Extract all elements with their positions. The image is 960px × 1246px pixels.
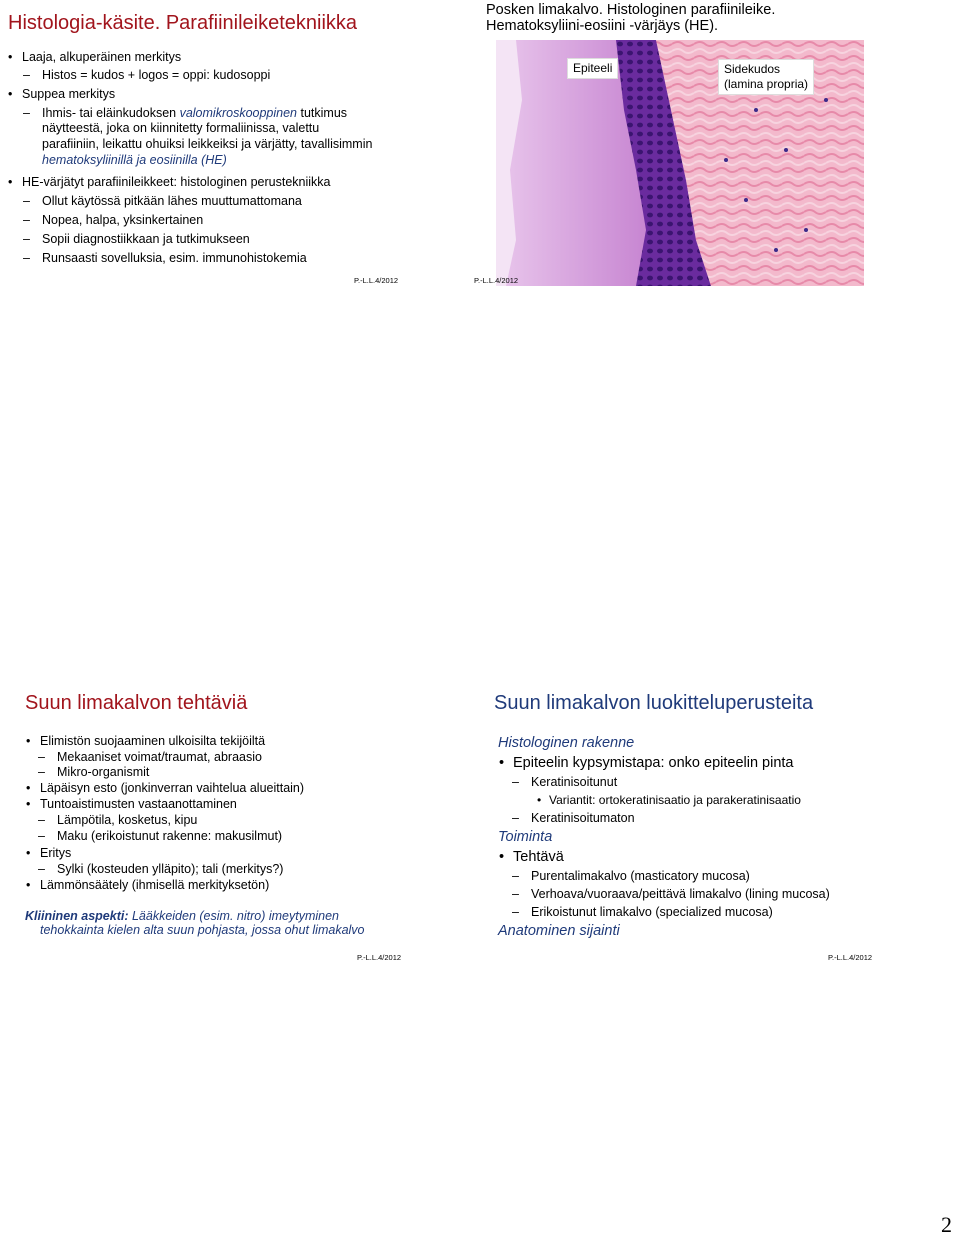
clinical-aspect: Kliininen aspekti: Lääkkeiden (esim. nitro) imeytyminen	[25, 909, 339, 923]
bullet: • Epiteelin kypsymistapa: onko epiteelin pinta	[499, 755, 794, 771]
slide4-footer: P.-L.L.4/2012	[828, 953, 873, 962]
heading-histological: Histologinen rakenne	[498, 735, 635, 751]
slide1-title: Histologia-käsite. Parafiinileiketekniikka	[8, 12, 358, 34]
heading-anatomical: Anatominen sijainti	[498, 923, 620, 939]
bullet: • HE-värjätyt parafiinileikkeet: histologinen perustekniikka	[8, 175, 331, 189]
bullet: • Eritys	[26, 846, 72, 860]
label-epithelium: Epiteeli	[567, 58, 618, 79]
sub-bullet-cont: hematoksyliinillä ja eosiinilla (HE)	[42, 153, 227, 167]
heading-function: Toiminta	[498, 829, 553, 845]
sub-bullet: – Sylki (kosteuden ylläpito); tali (merkitys?)	[38, 862, 284, 876]
clinical-aspect-cont: tehokkainta kielen alta suun pohjasta, jossa ohut limakalvo	[40, 923, 365, 937]
page-number: 2	[941, 1212, 952, 1237]
label-connective-tissue: Sidekudos (lamina propria)	[718, 59, 814, 95]
sub-bullet: – Lämpötila, kosketus, kipu	[38, 813, 198, 827]
bullet: • Laaja, alkuperäinen merkitys	[8, 50, 182, 64]
sub-sub-bullet: • Variantit: ortokeratinisaatio ja parakeratinisaatio	[537, 793, 801, 807]
sub-bullet: – Runsaasti sovelluksia, esim. immunohistokemia	[23, 251, 307, 265]
bullet: • Elimistön suojaaminen ulkoisilta tekijöiltä	[26, 734, 266, 748]
slide2-title-line1: Posken limakalvo. Histologinen parafiinileike.	[486, 2, 776, 18]
sub-bullet: – Histos = kudos + logos = oppi: kudosoppi	[23, 68, 271, 82]
sub-bullet: – Maku (erikoistunut rakenne: makusilmut)	[38, 829, 283, 843]
sub-bullet: – Ihmis- tai eläinkudoksen valomikroskooppinen tutkimus	[23, 106, 348, 120]
sub-bullet: – Keratinisoitumaton	[512, 811, 635, 825]
sub-bullet: – Keratinisoitunut	[512, 775, 618, 789]
sub-bullet: – Purentalimakalvo (masticatory mucosa)	[512, 869, 750, 883]
sub-bullet: – Sopii diagnostiikkaan ja tutkimukseen	[23, 232, 250, 246]
bullet: • Tehtävä	[499, 849, 564, 865]
sub-bullet: – Verhoava/vuoraava/peittävä limakalvo (lining mucosa)	[512, 887, 830, 901]
sub-bullet: – Nopea, halpa, yksinkertainen	[23, 213, 204, 227]
sub-bullet: – Ollut käytössä pitkään lähes muuttumattomana	[23, 194, 302, 208]
slide4-title: Suun limakalvon luokitteluperusteita	[494, 692, 814, 714]
slide3-footer: P.-L.L.4/2012	[357, 953, 402, 962]
sub-bullet: – Mekaaniset voimat/traumat, abraasio	[38, 750, 262, 764]
slide1-footer: P.-L.L.4/2012	[354, 276, 399, 285]
bullet: • Tuntoaistimusten vastaanottaminen	[26, 797, 237, 811]
sub-bullet-cont: näytteestä, joka on kiinnitetty formaliinissa, valettu	[42, 121, 320, 135]
slide2-title-line2: Hematoksyliini-eosiini -värjäys (HE).	[486, 18, 719, 34]
slide2-footer: P.-L.L.4/2012	[474, 276, 519, 285]
bullet: • Lämmönsäätely (ihmisellä merkityksetön)	[26, 878, 270, 892]
bullet: • Läpäisyn esto (jonkinverran vaihtelua alueittain)	[26, 781, 305, 795]
slide3-title: Suun limakalvon tehtäviä	[25, 692, 248, 714]
sub-bullet: – Mikro-organismit	[38, 765, 150, 779]
sub-bullet: – Erikoistunut limakalvo (specialized mucosa)	[512, 905, 773, 919]
bullet: • Suppea merkitys	[8, 87, 116, 101]
sub-bullet-cont: parafiiniin, leikattu ohuiksi leikkeiksi ja värjätty, tavallisimmin	[42, 137, 373, 151]
